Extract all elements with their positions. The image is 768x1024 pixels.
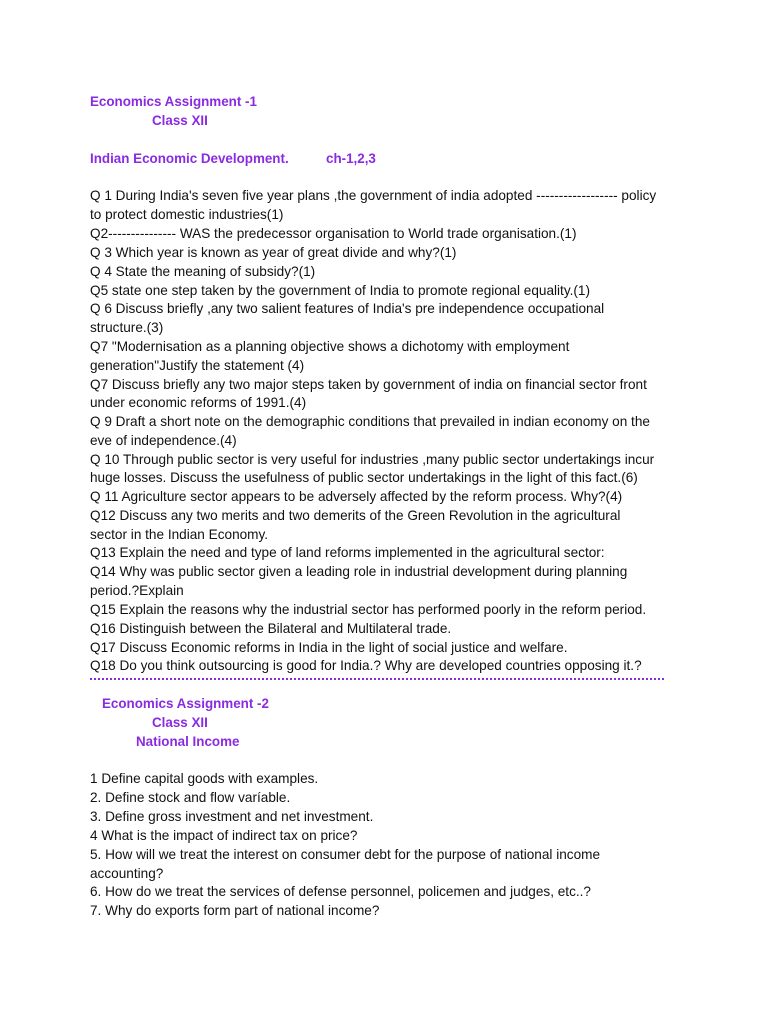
section-separator bbox=[90, 678, 664, 680]
question-line: Q14 Why was public sector given a leading role in industrial development during planning bbox=[90, 564, 628, 579]
question-line: accounting? bbox=[90, 866, 164, 881]
question-line: period.?Explain bbox=[90, 583, 184, 598]
question-line: Q 11 Agriculture sector appears to be adversely affected by the reform process. Why?(4) bbox=[90, 489, 623, 504]
question-line: Q16 Distinguish between the Bilateral and Multilateral trade. bbox=[90, 621, 452, 636]
question-line: Q 4 State the meaning of subsidy?(1) bbox=[90, 264, 316, 279]
assignment2-title: Economics Assignment -2 bbox=[102, 696, 269, 711]
question-line: 3. Define gross investment and net investment. bbox=[90, 809, 374, 824]
question-line: Q7 Discuss briefly any two major steps taken by government of india on financial sector front bbox=[90, 377, 647, 392]
assignment1-title: Economics Assignment -1 bbox=[90, 94, 257, 109]
question-line: structure.(3) bbox=[90, 320, 164, 335]
question-line: Q5 state one step taken by the government of India to promote regional equality.(1) bbox=[90, 283, 590, 298]
assignment1-topic: Indian Economic Development. bbox=[90, 151, 289, 166]
question-line: eve of independence.(4) bbox=[90, 433, 237, 448]
assignment1-chapters: ch-1,2,3 bbox=[326, 151, 376, 166]
question-line: Q 10 Through public sector is very useful for industries ,many public sector undertakings incur bbox=[90, 452, 655, 467]
assignment1-class: Class XII bbox=[152, 113, 208, 128]
question-line: generation"Justify the statement (4) bbox=[90, 358, 305, 373]
assignment2-topic: National Income bbox=[136, 734, 240, 749]
question-line: Q15 Explain the reasons why the industrial sector has performed poorly in the reform period. bbox=[90, 602, 647, 617]
question-line: 1 Define capital goods with examples. bbox=[90, 771, 319, 786]
question-line: Q7 "Modernisation as a planning objective shows a dichotomy with employment bbox=[90, 339, 570, 354]
question-line: Q12 Discuss any two merits and two demerits of the Green Revolution in the agricultural bbox=[90, 508, 621, 523]
question-line: Q 9 Draft a short note on the demographic conditions that prevailed in indian economy on the bbox=[90, 414, 650, 429]
question-line: Q 1 During India's seven five year plans ,the government of india adopted ------------------ policy bbox=[90, 188, 657, 203]
question-line: 2. Define stock and flow varíable. bbox=[90, 790, 291, 805]
question-line: 7. Why do exports form part of national income? bbox=[90, 903, 380, 918]
question-line: Q17 Discuss Economic reforms in India in the light of social justice and welfare. bbox=[90, 640, 568, 655]
question-line: Q18 Do you think outsourcing is good for India.? Why are developed countries opposing it.? bbox=[90, 658, 642, 673]
question-line: Q 3 Which year is known as year of great divide and why?(1) bbox=[90, 245, 457, 260]
question-line: Q2--------------- WAS the predecessor organisation to World trade organisation.(1) bbox=[90, 226, 577, 241]
question-line: sector in the Indian Economy. bbox=[90, 527, 269, 542]
question-line: Q 6 Discuss briefly ,any two salient features of India's pre independence occupational bbox=[90, 301, 605, 316]
question-line: 5. How will we treat the interest on consumer debt for the purpose of national income bbox=[90, 847, 601, 862]
question-line: huge losses. Discuss the usefulness of public sector undertakings in the light of this fact.(6) bbox=[90, 470, 638, 485]
question-line: 4 What is the impact of indirect tax on price? bbox=[90, 828, 358, 843]
question-line: Q13 Explain the need and type of land reforms implemented in the agricultural sector: bbox=[90, 545, 605, 560]
question-line: under economic reforms of 1991.(4) bbox=[90, 395, 307, 410]
assignment2-class: Class XII bbox=[152, 715, 208, 730]
question-line: 6. How do we treat the services of defense personnel, policemen and judges, etc..? bbox=[90, 884, 591, 899]
question-line: to protect domestic industries(1) bbox=[90, 207, 284, 222]
